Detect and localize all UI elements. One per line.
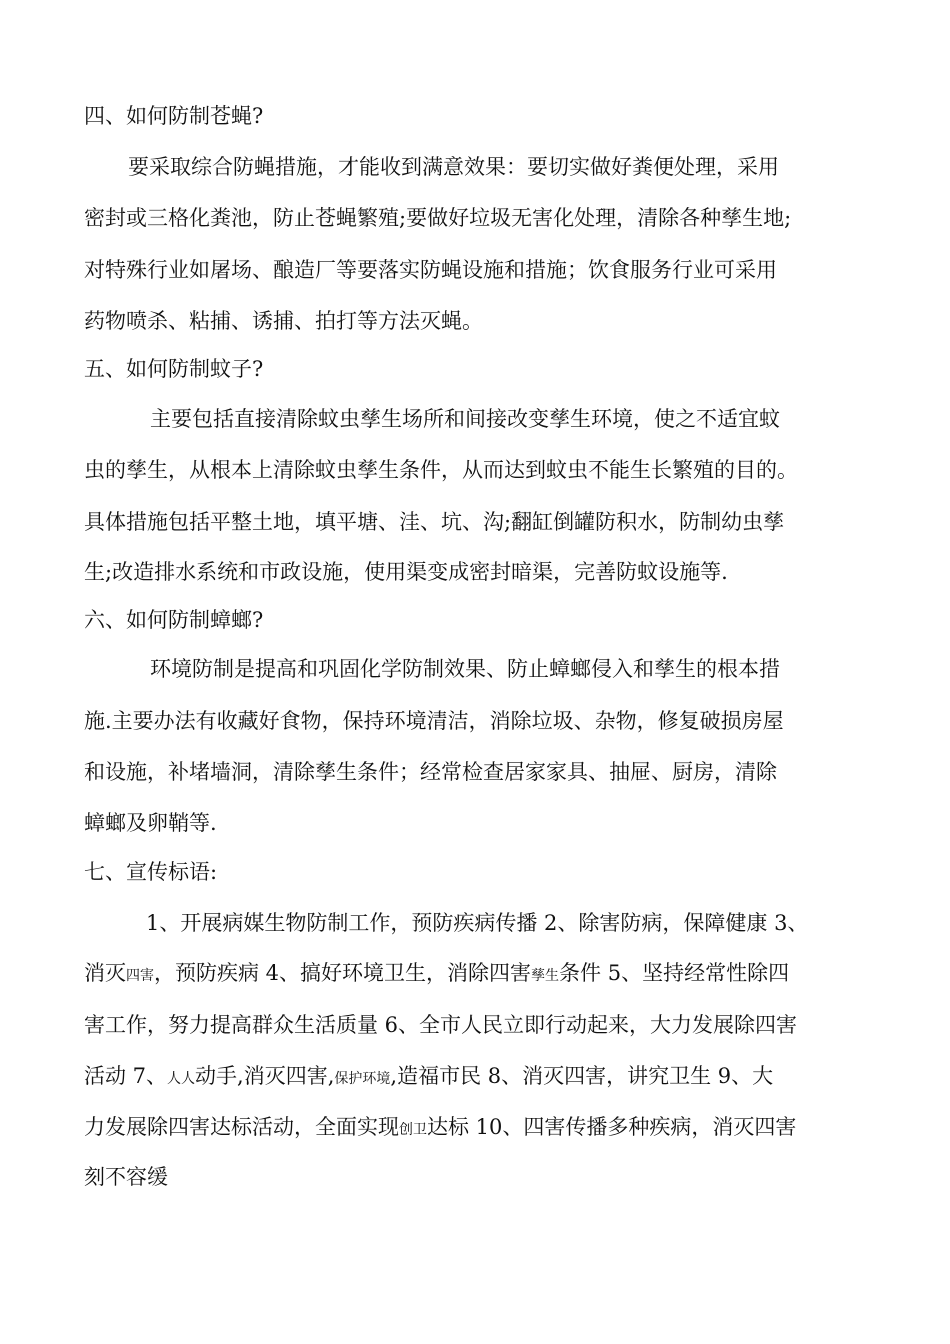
slogan-text: 消灭 [84,961,126,985]
paragraph-line: 对特殊行业如屠场、酿造厂等要落实防蝇设施和措施；饮食服务行业可采用 [84,258,777,282]
slogan-small-text: 四害 [126,968,154,984]
slogan-line [84,956,789,990]
slogan-text: 条件 5、坚持经常性除四 [559,961,790,985]
slogan-text: 动手,消灭四害, [195,1064,335,1088]
section-heading-flies: 四、如何防制苍蝇? [84,104,264,128]
paragraph-line: 和设施，补堵墙洞，清除孳生条件；经常检查居家家具、抽屉、厨房，清除 [84,760,777,784]
slogan-text: 达标 10、四害传播多种疾病，消灭四害 [427,1115,797,1139]
section-heading-mosquitoes: 五、如何防制蚊子? [84,357,264,381]
slogan-small-text: 孳生 [531,968,560,984]
slogan-line [84,1008,797,1042]
section-heading-cockroaches: 六、如何防制蟑螂? [84,608,264,632]
slogan-line [84,1160,168,1194]
paragraph-line: 环境防制是提高和巩固化学防制效果、防止蟑螂侵入和孳生的根本措 [150,657,780,681]
paragraph-line: 具体措施包括平整土地，填平塘、洼、坑、沟;翻缸倒罐防积水，防制幼虫孳 [84,510,785,534]
slogan-text: ,造福市民 8、消灭四害，讲究卫生 9、大 [390,1064,774,1088]
slogan-text: 刻不容缓 [84,1165,168,1189]
paragraph-line: 施.主要办法有收藏好食物，保持环境清洁，消除垃圾、杂物，修复破损房屋 [84,709,784,733]
paragraph-line: 主要包括直接清除蚊虫孳生场所和间接改变孳生环境，使之不适宜蚊 [150,407,780,431]
slogan-text: ，预防疾病 4、搞好环境卫生，消除四害 [154,961,532,985]
paragraph-line: 生;改造排水系统和市政设施，使用渠变成密封暗渠，完善防蚊设施等. [84,560,728,584]
paragraph-line: 要采取综合防蝇措施，才能收到满意效果：要切实做好粪便处理，采用 [128,155,779,179]
paragraph-line: 药物喷杀、粘捕、诱捕、拍打等方法灭蝇。 [84,309,483,333]
slogan-text: 活动 7、 [84,1064,168,1088]
slogan-small-text: 人人 [167,1071,196,1087]
section-heading-slogans: 七、宣传标语: [84,860,218,884]
paragraph-line: 蟑螂及卵鞘等. [84,811,217,835]
slogan-small-text: 创卫 [399,1122,427,1138]
slogan-small-text: 保护环境 [334,1071,391,1087]
paragraph-line: 密封或三格化粪池，防止苍蝇繁殖;要做好垃圾无害化处理，清除各种孳生地; [84,206,792,230]
slogan-text: 害工作，努力提高群众生活质量 6、全市人民立即行动起来，大力发展除四害 [84,1013,798,1037]
slogan-line [84,1110,796,1144]
slogan-line [146,906,808,940]
paragraph-line: 虫的孳生，从根本上清除蚊虫孳生条件，从而达到蚊虫不能生长繁殖的目的。 [84,458,798,482]
slogan-text: 力发展除四害达标活动，全面实现 [84,1115,399,1139]
slogan-line [84,1059,773,1093]
slogan-text: 1、开展病媒生物防制工作，预防疾病传播 2、除害防病，保障健康 3、 [146,911,809,935]
